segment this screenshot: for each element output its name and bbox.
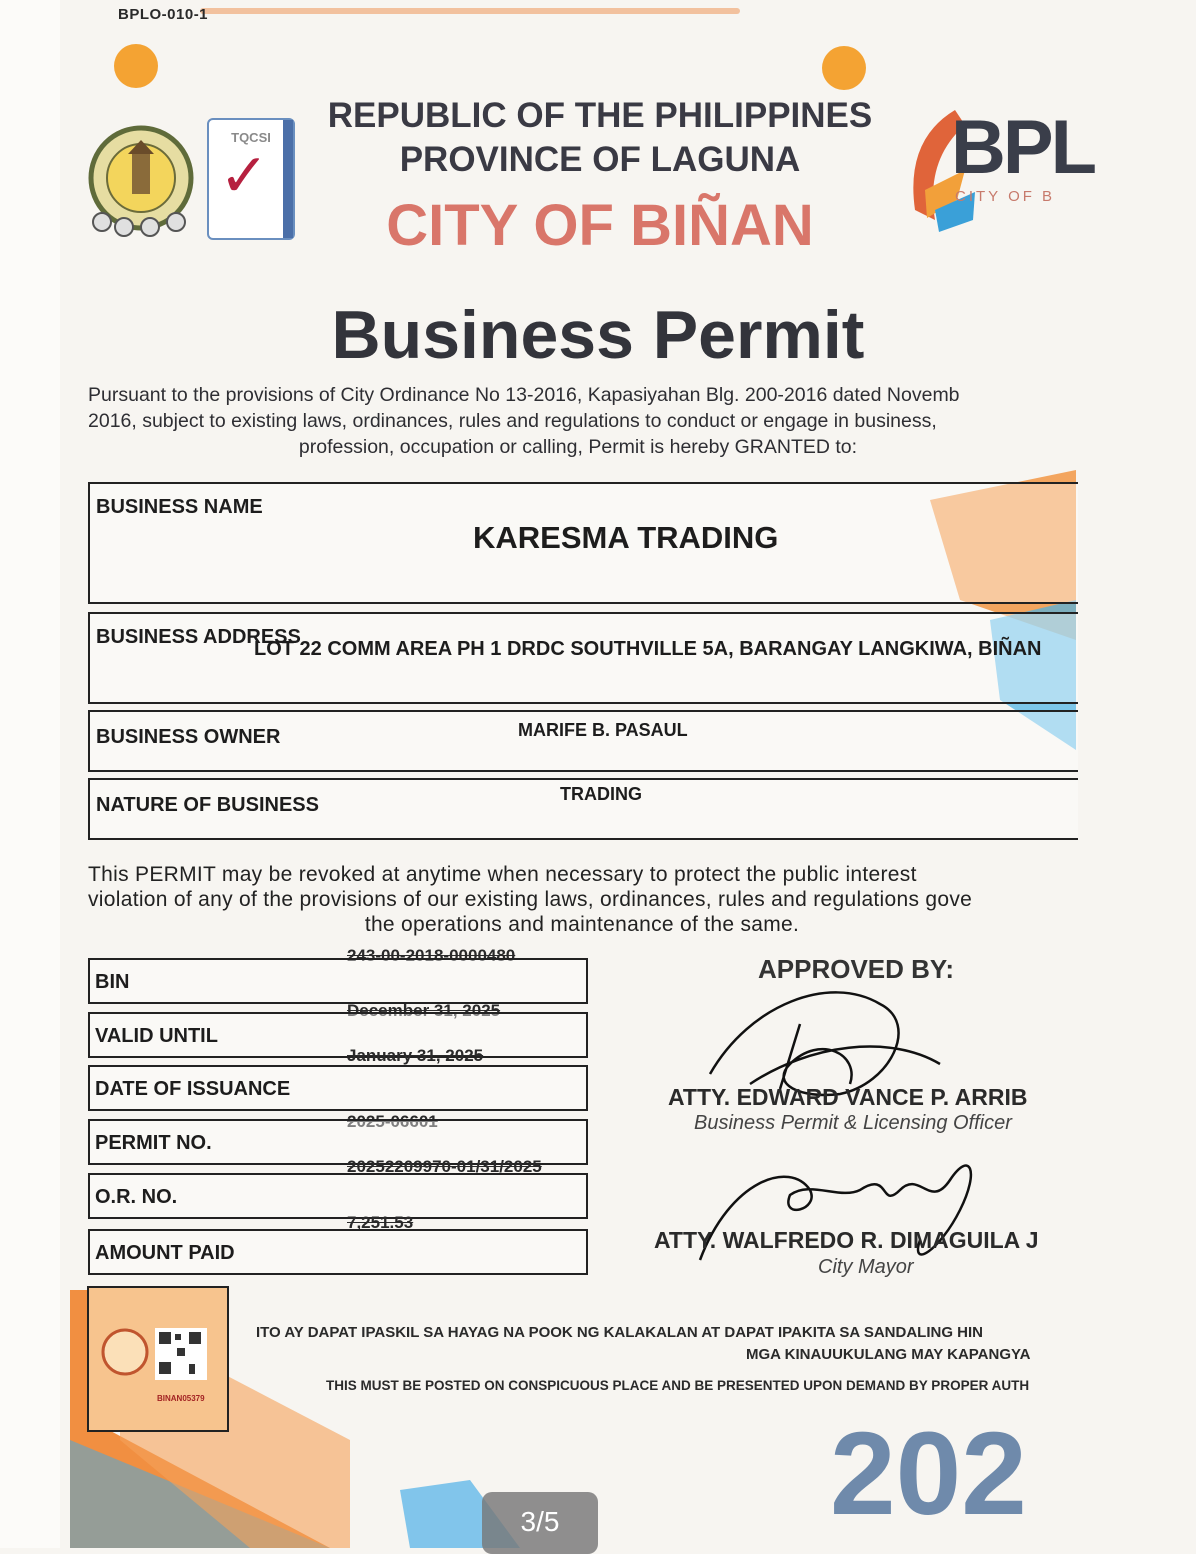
notice-english: THIS MUST BE POSTED ON CONSPICUOUS PLACE AND BE PRESENTED UPON DEMAND BY PROPER AUTH [326, 1378, 1030, 1393]
qr-badge [87, 1286, 229, 1432]
officer-role: Business Permit & Licensing Officer [694, 1112, 1012, 1134]
bin-label: BIN [95, 971, 130, 993]
valid-until-box [88, 1012, 588, 1058]
document-title: Business Permit [331, 297, 865, 373]
revocation-clause [88, 862, 1076, 937]
mayor-role: City Mayor [818, 1256, 914, 1278]
tape-strip [200, 8, 740, 14]
amount-paid-value: 7,251.53 [347, 1213, 414, 1232]
qr-code-icon [89, 1288, 223, 1426]
business-address-label: BUSINESS ADDRESS [96, 626, 301, 648]
business-address-value: LOT 22 COMM AREA PH 1 DRDC SOUTHVILLE 5A, BARANGAY LANGKIWA, BIÑAN [254, 638, 1042, 660]
bin-value: 243-00-2018-0000480 [347, 946, 516, 965]
bplo-logo-text: BPL [951, 105, 1094, 190]
notice-line-1: ITO AY DAPAT IPASKIL SA HAYAG NA POOK NG KALAKALAN AT DAPAT IPAKITA SA SANDALING HIN [256, 1324, 983, 1341]
business-owner-label: BUSINESS OWNER [96, 726, 281, 748]
header-city: CITY OF BIÑAN [386, 193, 814, 258]
valid-until-value: December 31, 2025 [347, 1001, 501, 1020]
permit-no-label: PERMIT NO. [95, 1132, 212, 1154]
business-owner-box [88, 710, 1078, 772]
bplo-logo-sub: CITY OF B [955, 188, 1056, 205]
preamble-line-1: Pursuant to the provisions of City Ordinance No 13-2016, Kapasiyahan Blg. 200-2016 dated Novemb [88, 384, 960, 406]
business-name-box [88, 482, 1078, 604]
preamble-line-2: 2016, subject to existing laws, ordinances, rules and regulations to conduct or engage in business, [88, 410, 937, 432]
amount-paid-box [88, 1229, 588, 1275]
pin-right [822, 46, 866, 90]
nature-of-business-label: NATURE OF BUSINESS [96, 794, 319, 816]
city-seal-logo [88, 124, 194, 236]
permit-year: 202 [830, 1408, 1027, 1540]
notice-line-2: MGA KINAUUKULANG MAY KAPANGYA [746, 1346, 1031, 1363]
preamble-line-3: profession, occupation or calling, Permit is hereby GRANTED to: [298, 436, 858, 458]
amount-paid-label: AMOUNT PAID [95, 1242, 235, 1264]
form-code: BPLO-010-1 [118, 6, 209, 23]
revoke-line-3: the operations and maintenance of the same. [364, 913, 800, 936]
business-name-label: BUSINESS NAME [96, 496, 263, 518]
revoke-line-1: This PERMIT may be revoked at anytime when necessary to protect the public interest [88, 863, 917, 886]
valid-until-label: VALID UNTIL [95, 1025, 218, 1047]
nature-of-business-value: TRADING [560, 784, 642, 804]
nature-of-business-box [88, 778, 1078, 840]
or-no-box [88, 1173, 588, 1219]
business-name-value: KARESMA TRADING [473, 520, 779, 555]
or-no-label: O.R. NO. [95, 1186, 178, 1208]
date-of-issuance-value: January 31, 2025 [347, 1046, 484, 1065]
officer-name: ATTY. EDWARD VANCE P. ARRIB [668, 1084, 1028, 1110]
bin-box [88, 958, 588, 1004]
business-owner-value: MARIFE B. PASAUL [518, 720, 688, 740]
approved-by-heading: APPROVED BY: [758, 954, 954, 984]
date-of-issuance-box [88, 1065, 588, 1111]
badge-code: BINAN05379 [157, 1394, 205, 1403]
preamble [88, 382, 1068, 460]
header-province: PROVINCE OF LAGUNA [399, 140, 801, 179]
page-indicator[interactable]: 3/5 [482, 1492, 598, 1554]
permit-no-value: 2025-06601 [347, 1112, 438, 1131]
notice-tagalog [256, 1322, 1076, 1366]
bplo-logo [895, 100, 1094, 240]
checkmark-icon: ✓ [219, 142, 270, 209]
date-of-issuance-label: DATE OF ISSUANCE [95, 1078, 291, 1100]
or-no-value: 20252209970-01/31/2025 [347, 1157, 542, 1176]
mayor-name: ATTY. WALFREDO R. DIMAGUILA J [654, 1227, 1039, 1253]
tqcsi-label: TQCSI [231, 130, 271, 145]
business-address-box [88, 612, 1078, 704]
header-republic: REPUBLIC OF THE PHILIPPINES [327, 96, 873, 135]
pin-left [114, 44, 158, 88]
revoke-line-2: violation of any of the provisions of our existing laws, ordinances, rules and regulations gove [88, 888, 973, 911]
